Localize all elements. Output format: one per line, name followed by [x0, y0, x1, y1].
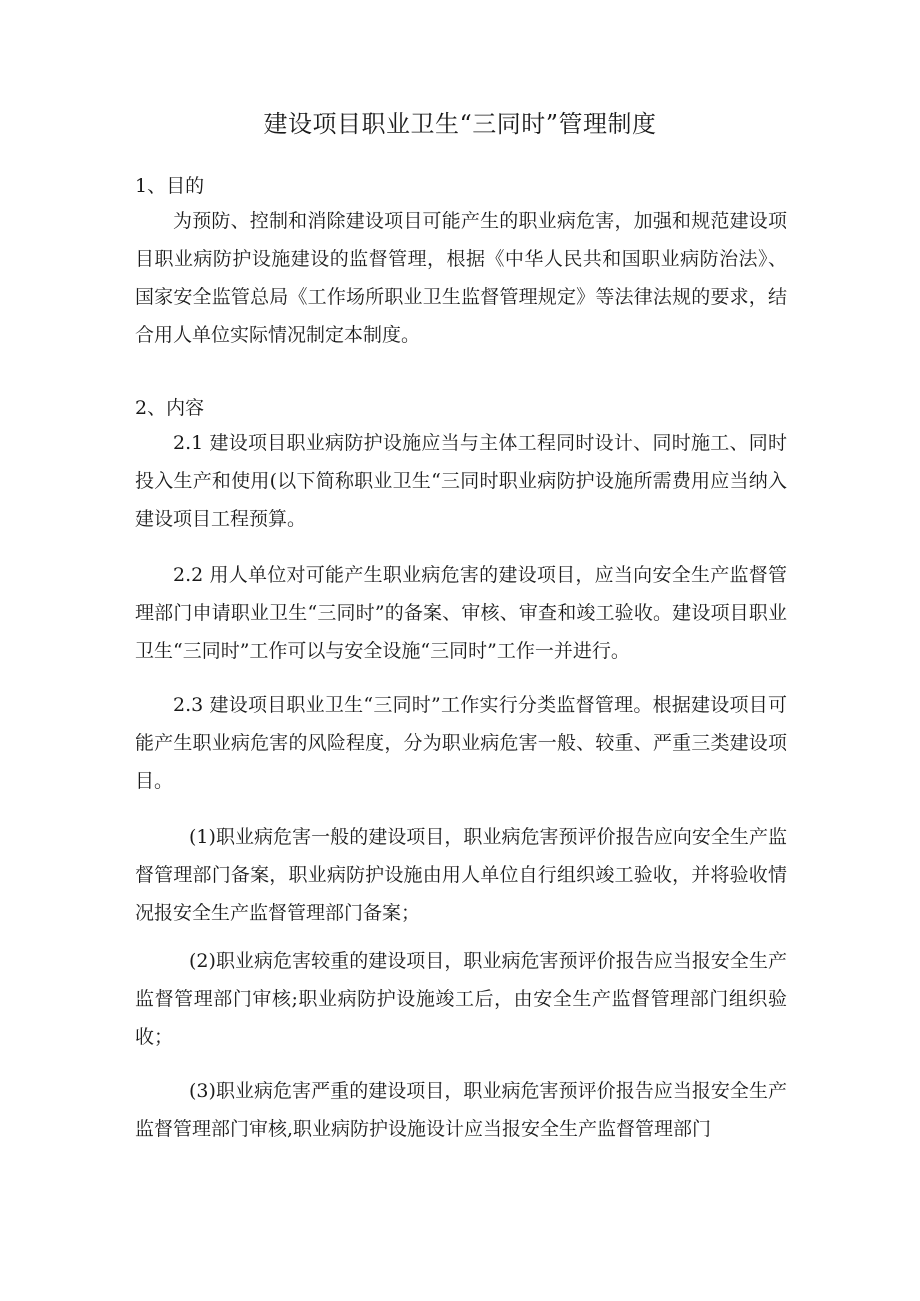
paragraph-purpose: 为预防、控制和消除建设项目可能产生的职业病危害，加强和规范建设项目职业病防护设施建设的监督管理，根据《中华人民共和国职业病防治法》、国家安全监管总局《工作场所职业卫生监督管理规定》等法律法规的要求，结合用人单位实际情况制定本制度。	[135, 210, 787, 346]
paragraph-item-3: (3)职业病危害严重的建设项目，职业病危害预评价报告应当报安全生产监督管理部门审核,职业病防护设施设计应当报安全生产监督管理部门	[135, 1080, 787, 1140]
paragraph-item-1: (1)职业病危害一般的建设项目，职业病危害预评价报告应向安全生产监督管理部门备案，职业病防护设施由用人单位自行组织竣工验收，并将验收情况报安全生产监督管理部门备案；	[135, 826, 787, 924]
paragraph-2-2: 2.2 用人单位对可能产生职业病危害的建设项目，应当向安全生产监督管理部门申请职业卫生“三同时”的备案、审核、审查和竣工验收。建设项目职业卫生“三同时”工作可以与安全设施“三同时”工作一并进行。	[135, 564, 787, 662]
document-title: 建设项目职业卫生“三同时”管理制度	[263, 110, 657, 138]
section-heading-purpose: 1、目的	[135, 175, 205, 197]
paragraph-item-2: (2)职业病危害较重的建设项目，职业病危害预评价报告应当报安全生产监督管理部门审核;职业病防护设施竣工后，由安全生产监督管理部门组织验收；	[135, 950, 787, 1048]
section-heading-content: 2、内容	[135, 397, 205, 419]
paragraph-2-3: 2.3 建设项目职业卫生“三同时”工作实行分类监督管理。根据建设项目可能产生职业病危害的风险程度，分为职业病危害一般、较重、严重三类建设项目。	[135, 694, 787, 792]
paragraph-2-1: 2.1 建设项目职业病防护设施应当与主体工程同时设计、同时施工、同时投入生产和使用(以下简称职业卫生“三同时职业病防护设施所需费用应当纳入建设项目工程预算。	[135, 432, 787, 530]
